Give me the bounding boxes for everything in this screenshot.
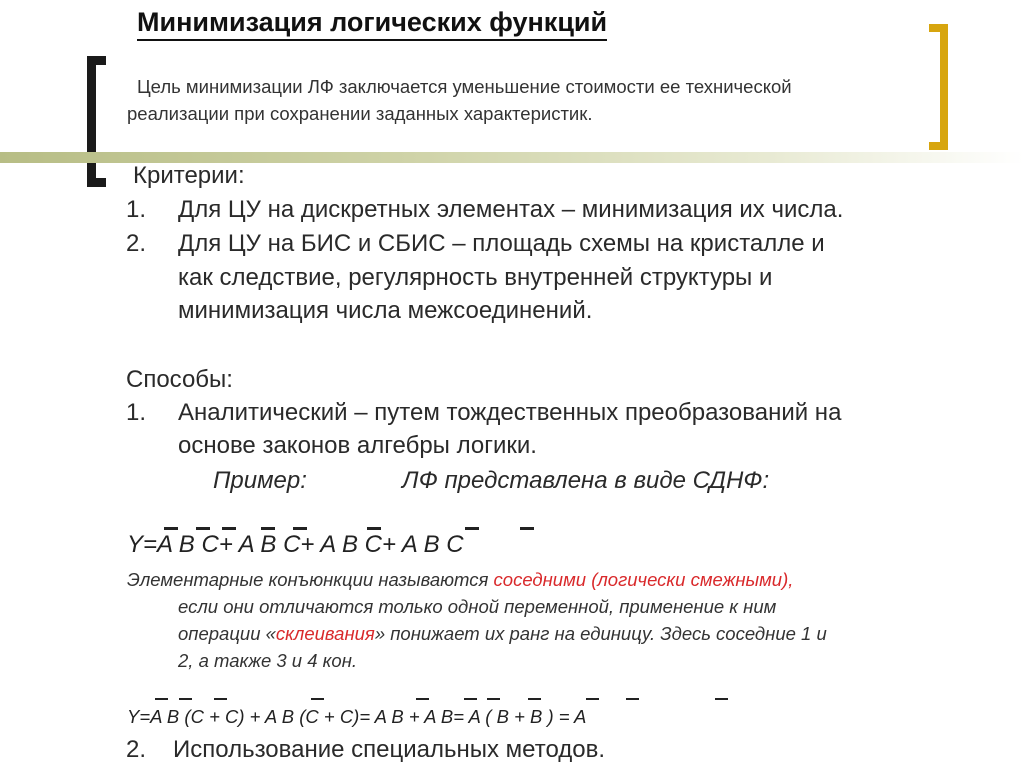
criteria-item-1-text: Для ЦУ на дискретных элементах – минимизация их числа.: [178, 196, 844, 223]
overbar: [464, 698, 477, 700]
overbar: [626, 698, 639, 700]
overbar: [487, 698, 500, 700]
overbar: [586, 698, 599, 700]
criteria-item-2-line-1: Для ЦУ на БИС и СБИС – площадь схемы на кристалле и: [178, 230, 825, 257]
explanation-line-3-prefix: операции «: [178, 623, 276, 644]
slide-title: Минимизация логических функций: [137, 6, 607, 41]
formula-sdnf-text: Y=A B C+ A B C+ A B C+ A B C: [127, 531, 464, 558]
overbar: [293, 527, 307, 530]
goal-line-2: реализации при сохранении заданных характеристик.: [127, 103, 593, 124]
overbar: [222, 527, 236, 530]
formula-sdnf: [127, 531, 547, 567]
overbar: [164, 527, 178, 530]
explanation-line-3: [178, 621, 827, 647]
overbar: [465, 527, 479, 530]
methods-item-1-line-2: основе законов алгебры логики.: [178, 432, 537, 459]
explanation-line-1-text: Элементарные конъюнкции называются: [127, 569, 494, 590]
criteria-item-1-number: 1.: [126, 196, 147, 223]
overbar: [528, 698, 541, 700]
methods-item-1-line-1: Аналитический – путем тождественных преобразований на: [178, 399, 842, 426]
formula-gluing: [127, 706, 747, 732]
overbar: [261, 527, 275, 530]
example-label: Пример:: [213, 467, 307, 494]
explanation-line-3-suffix: » понижает их ранг на единицу. Здесь соседние 1 и: [374, 623, 827, 644]
explanation-highlight-neighbors: соседними (логически смежными),: [493, 569, 794, 590]
goal-line-1: Цель минимизации ЛФ заключается уменьшение стоимости ее технической: [137, 76, 792, 97]
overbar: [196, 527, 210, 530]
criteria-item-2-line-3: минимизация числа межсоединений.: [178, 297, 593, 324]
methods-heading: Способы:: [126, 366, 233, 393]
methods-item-1-number: 1.: [126, 399, 147, 426]
criteria-item-1: [126, 194, 146, 226]
methods-item-2-number: 2.: [126, 736, 147, 763]
overbar: [179, 698, 192, 700]
explanation-line-1: [127, 567, 793, 593]
overbar: [715, 698, 728, 700]
overbar: [367, 527, 381, 530]
overbar: [416, 698, 429, 700]
explanation-highlight-gluing: склеивания: [275, 623, 375, 644]
methods-item-2-text: Использование специальных методов.: [173, 736, 606, 763]
overbar: [311, 698, 324, 700]
explanation-line-2: если они отличаются только одной переменной, применение к ним: [178, 596, 777, 617]
criteria-item-2-number: 2.: [126, 230, 147, 257]
left-bracket-decoration: [87, 56, 106, 187]
overbar: [214, 698, 227, 700]
criteria-heading: Критерии:: [133, 162, 245, 189]
overbar: [155, 698, 168, 700]
right-bracket-decoration: [929, 24, 948, 150]
example-text: ЛФ представлена в виде СДНФ:: [402, 467, 770, 494]
overbar: [520, 527, 534, 530]
explanation-line-4: 2, а также 3 и 4 кон.: [178, 650, 358, 671]
formula-gluing-text: Y=A B (C + C) + A B (C + C)= A B + A B= A ( B + B ) = A: [127, 706, 587, 727]
criteria-item-2-line-2: как следствие, регулярность внутренней структуры и: [178, 264, 773, 291]
